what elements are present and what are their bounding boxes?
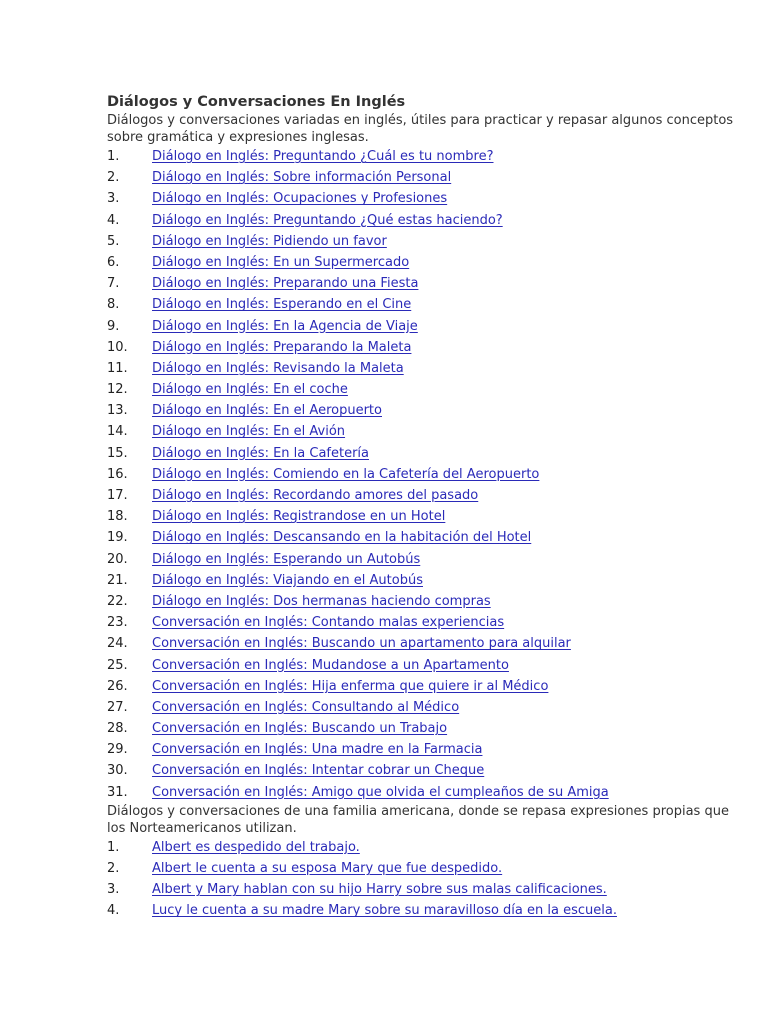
list-item-link[interactable]: Diálogo en Inglés: Descansando en la habitación del Hotel	[152, 530, 532, 546]
list-item-number: 24.	[107, 636, 128, 652]
list-item-number: 7.	[107, 276, 120, 292]
list-item	[107, 633, 747, 654]
list-item-link[interactable]: Albert le cuenta a su esposa Mary que fue despedido.	[152, 861, 503, 876]
list-item	[107, 697, 747, 718]
list-item-number: 20.	[107, 551, 128, 567]
list-item-number: 5.	[107, 233, 120, 249]
list-item	[107, 400, 747, 421]
list-item-number: 4.	[107, 903, 120, 919]
list-item	[107, 485, 747, 506]
list-item-number: 8.	[107, 297, 120, 313]
list-item	[107, 167, 747, 188]
list-item	[107, 358, 747, 379]
list-item	[107, 760, 747, 781]
list-item-link[interactable]: Albert es despedido del trabajo.	[152, 839, 360, 855]
list-item-number: 19.	[107, 530, 128, 546]
list-item	[107, 570, 747, 591]
list-item-link[interactable]: Conversación en Inglés: Contando malas experiencias	[152, 615, 505, 631]
list-item-number: 29.	[107, 742, 128, 758]
list-item	[107, 146, 747, 167]
list-item	[107, 443, 747, 464]
list-item-link[interactable]: Conversación en Inglés: Amigo que olvida el cumpleaños de su Amiga	[152, 784, 609, 800]
list-item-link[interactable]: Diálogo en Inglés: En el Aeropuerto	[152, 403, 382, 419]
page-title: Diálogos y Conversaciones En Inglés	[107, 94, 406, 110]
list-item	[107, 464, 747, 485]
list-item-link[interactable]: Diálogo en Inglés: Preguntando ¿Cuál es tu nombre?	[152, 149, 494, 164]
list-item	[107, 273, 747, 294]
list-item-link[interactable]: Diálogo en Inglés: Sobre información Personal	[152, 170, 452, 186]
list-item-number: 22.	[107, 593, 128, 609]
list-item-link[interactable]: Albert y Mary hablan con su hijo Harry sobre sus malas calificaciones.	[152, 882, 607, 898]
list-item-link[interactable]: Lucy le cuenta a su madre Mary sobre su maravilloso día en la escuela.	[152, 903, 617, 919]
intro-paragraph: Diálogos y conversaciones variadas en inglés, útiles para practicar y repasar algunos conceptos sobre gramática y expresiones inglesas.	[107, 113, 734, 145]
list-item	[107, 188, 747, 209]
list-item-link[interactable]: Diálogo en Inglés: Pidiendo un favor	[152, 233, 387, 249]
list-item-number: 3.	[107, 191, 120, 207]
list-item-link[interactable]: Diálogo en Inglés: Ocupaciones y Profesiones	[152, 191, 448, 207]
family-link-list	[107, 837, 747, 922]
list-item-link[interactable]: Diálogo en Inglés: En un Supermercado	[152, 254, 410, 270]
list-item	[107, 837, 747, 858]
list-item-number: 17.	[107, 488, 128, 503]
list-item-number: 15.	[107, 445, 128, 461]
list-item	[107, 739, 747, 760]
list-item-number: 11.	[107, 360, 128, 376]
list-item	[107, 676, 747, 697]
list-item	[107, 612, 747, 633]
list-item	[107, 591, 747, 612]
list-item	[107, 900, 747, 921]
list-item-link[interactable]: Diálogo en Inglés: Preguntando ¿Qué estas haciendo?	[152, 212, 503, 228]
list-item	[107, 337, 747, 358]
list-item-link[interactable]: Diálogo en Inglés: Recordando amores del pasado	[152, 488, 479, 503]
list-item-number: 30.	[107, 763, 128, 779]
list-item-link[interactable]: Diálogo en Inglés: Preparando la Maleta	[152, 339, 412, 355]
list-item-link[interactable]: Conversación en Inglés: Intentar cobrar un Cheque	[152, 763, 485, 779]
list-item-number: 12.	[107, 382, 128, 398]
list-item-link[interactable]: Diálogo en Inglés: Comiendo en la Cafetería del Aeropuerto	[152, 466, 540, 482]
list-item-number: 27.	[107, 699, 128, 715]
list-item-number: 23.	[107, 615, 128, 631]
list-item-number: 28.	[107, 721, 128, 737]
list-item	[107, 294, 747, 315]
list-item	[107, 858, 747, 879]
list-item-number: 26.	[107, 678, 128, 694]
list-item	[107, 379, 747, 400]
list-item-link[interactable]: Conversación en Inglés: Hija enferma que quiere ir al Médico	[152, 678, 549, 694]
list-item	[107, 782, 747, 803]
list-item-link[interactable]: Diálogo en Inglés: Registrandose en un Hotel	[152, 509, 446, 525]
list-item-number: 21.	[107, 572, 128, 588]
list-item	[107, 231, 747, 252]
list-item-link[interactable]: Diálogo en Inglés: Dos hermanas haciendo compras	[152, 593, 491, 609]
family-intro-paragraph: Diálogos y conversaciones de una familia americana, donde se repasa expresiones propias que los Norteamericanos utilizan.	[107, 803, 729, 836]
list-item-link[interactable]: Diálogo en Inglés: Preparando una Fiesta	[152, 276, 419, 292]
list-item	[107, 655, 747, 676]
list-item	[107, 421, 747, 442]
list-item-number: 1.	[107, 149, 120, 164]
list-item-link[interactable]: Diálogo en Inglés: Esperando un Autobús	[152, 551, 421, 567]
list-item-number: 9.	[107, 318, 120, 334]
list-item-link[interactable]: Conversación en Inglés: Consultando al Médico	[152, 699, 460, 715]
list-item	[107, 506, 747, 527]
list-item	[107, 316, 747, 337]
list-item-link[interactable]: Diálogo en Inglés: Esperando en el Cine	[152, 297, 412, 313]
list-item	[107, 879, 747, 900]
list-item-number: 4.	[107, 212, 120, 228]
list-item-number: 16.	[107, 466, 128, 482]
list-item-link[interactable]: Diálogo en Inglés: En el Avión	[152, 424, 346, 440]
list-item-link[interactable]: Diálogo en Inglés: En la Agencia de Viaje	[152, 318, 418, 334]
list-item	[107, 549, 747, 570]
list-item-number: 3.	[107, 882, 120, 898]
list-item-number: 1.	[107, 839, 120, 855]
list-item-link[interactable]: Diálogo en Inglés: En la Cafetería	[152, 445, 370, 461]
list-item-number: 2.	[107, 861, 120, 876]
list-item-number: 14.	[107, 424, 128, 440]
list-item-link[interactable]: Conversación en Inglés: Una madre en la Farmacia	[152, 742, 483, 758]
list-item-link[interactable]: Diálogo en Inglés: En el coche	[152, 382, 348, 398]
list-item-link[interactable]: Diálogo en Inglés: Revisando la Maleta	[152, 360, 404, 376]
list-item-number: 18.	[107, 509, 128, 525]
dialog-link-list	[107, 146, 747, 803]
list-item-number: 10.	[107, 339, 128, 355]
list-item-link[interactable]: Diálogo en Inglés: Viajando en el Autobús	[152, 572, 423, 588]
list-item	[107, 718, 747, 739]
list-item	[107, 252, 747, 273]
list-item-number: 25.	[107, 657, 128, 673]
list-item-number: 2.	[107, 170, 120, 186]
list-item-number: 13.	[107, 403, 128, 419]
list-item-number: 6.	[107, 254, 120, 270]
list-item-link[interactable]: Conversación en Inglés: Mudandose a un Apartamento	[152, 657, 509, 673]
list-item-link[interactable]: Conversación en Inglés: Buscando un apartamento para alquilar	[152, 636, 571, 652]
list-item-link[interactable]: Conversación en Inglés: Buscando un Trabajo	[152, 721, 448, 737]
list-item-number: 31.	[107, 784, 128, 800]
document-page	[107, 93, 747, 922]
list-item	[107, 210, 747, 231]
list-item	[107, 527, 747, 548]
